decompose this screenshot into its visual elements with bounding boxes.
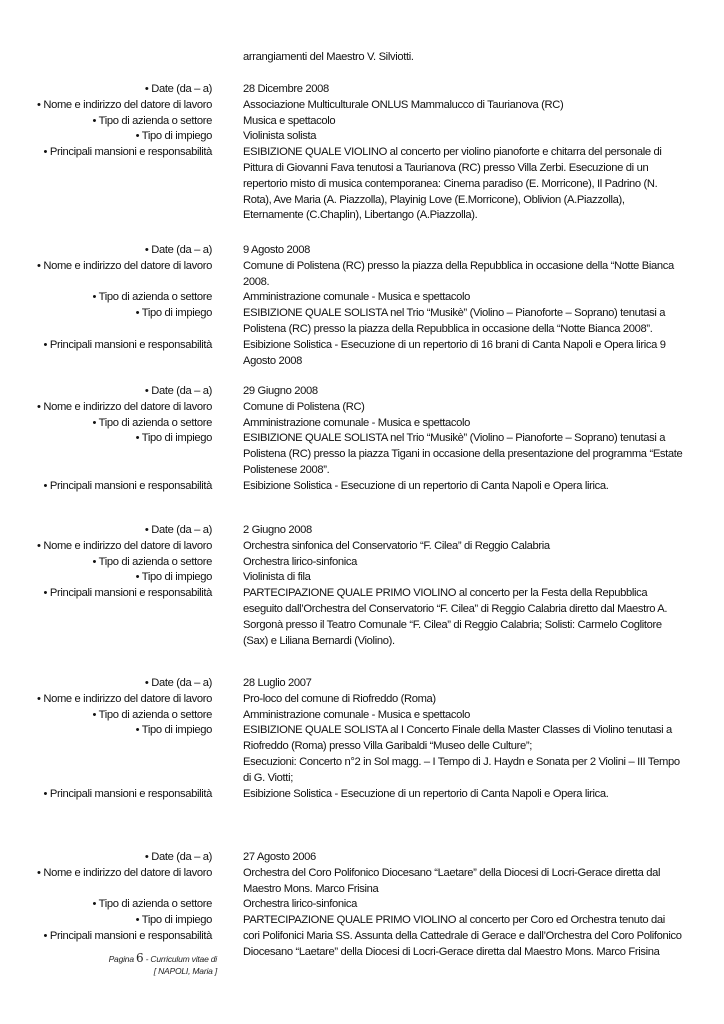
- sector-row: [0, 416, 724, 432]
- duties-value: Esibizione Solistica - Esecuzione di un repertorio di 16 brani di Canta Napoli e Opera lirica 9 Agosto 2008: [243, 338, 666, 367]
- date-row: [0, 676, 724, 692]
- sector-row: [0, 897, 724, 913]
- duties-label: • Principali mansioni e responsabilità: [43, 479, 212, 492]
- experience-entry: [0, 243, 724, 369]
- duties-row: [0, 145, 724, 224]
- experience-entry: [0, 384, 724, 495]
- date-value: 27 Agosto 2006: [243, 851, 316, 863]
- page-footer: [0, 952, 217, 977]
- duties-label: • Principali mansioni e responsabilità: [43, 929, 212, 942]
- employment-label: • Tipo di impiego: [135, 914, 212, 927]
- date-row: [0, 850, 724, 866]
- employer-value: Pro-loco del comune di Riofreddo (Roma): [243, 692, 436, 705]
- sector-value: Amministrazione comunale - Musica e spettacolo: [243, 416, 471, 429]
- date-row: [0, 523, 724, 539]
- sector-value: Orchestra lirico-sinfonica: [243, 555, 358, 568]
- sector-row: [0, 555, 724, 571]
- sector-row: [0, 290, 724, 306]
- sector-label: • Tipo di azienda o settore: [92, 898, 212, 911]
- date-label: • Date (da – a): [144, 524, 212, 536]
- duties-label: • Principali mansioni e responsabilità: [43, 787, 212, 800]
- duties-label: • Principali mansioni e responsabilità: [43, 587, 212, 600]
- employment-label: • Tipo di impiego: [135, 571, 212, 584]
- duties-label: • Principali mansioni e responsabilità: [43, 146, 212, 159]
- employment-label: • Tipo di impiego: [135, 724, 212, 737]
- employment-row: [0, 129, 724, 145]
- employer-value: Comune di Polistena (RC) presso la piazza della Repubblica in occasione della “Notte Bianca 2008.: [243, 259, 674, 288]
- employment-value: Violinista di fila: [243, 571, 311, 584]
- date-value: 9 Agosto 2008: [243, 244, 310, 256]
- employer-row: [0, 866, 724, 898]
- duties-value: Esibizione Solistica - Esecuzione di un repertorio di Canta Napoli e Opera lirica.: [243, 787, 609, 800]
- sector-label: • Tipo di azienda o settore: [92, 555, 212, 568]
- employment-value: ESIBIZIONE QUALE SOLISTA nel Trio “Musikè” (Violino – Pianoforte – Soprano) tenutasi a Polistena (RC) presso la piazza Tigani in occasione della presentazione del programma “Estate Polistenese 2008”.: [243, 432, 683, 476]
- duties-row: [0, 479, 724, 495]
- duties-row: [0, 338, 724, 370]
- sector-value: Amministrazione comunale - Musica e spettacolo: [243, 291, 471, 304]
- date-value: 28 Dicembre 2008: [243, 83, 329, 95]
- date-label: • Date (da – a): [144, 851, 212, 863]
- footer-name: [ NAPOLI, Maria ]: [153, 966, 217, 976]
- experience-entry: [0, 523, 724, 649]
- page-number: 6: [136, 951, 144, 965]
- employment-label: • Tipo di impiego: [135, 130, 212, 143]
- duties-value: ESIBIZIONE QUALE VIOLINO al concerto per violino pianoforte e chitarra del personale di Pittura di Giovanni Fava tenutosi a Taurianova (RC) presso Villa Zerbi. Esecuzione di un repertorio misto di musica contemporanea: Cinema paradiso (E. Morricone), Il Padrino (N. Rota), Ave Maria (A. Piazzolla), Playinig Love (E.Morricone), Oblivion (A.Piazzolla), Eternamente (C.Chaplin), Libertango (A.Piazzolla).: [243, 146, 662, 222]
- date-label: • Date (da – a): [144, 83, 212, 95]
- employment-row: [0, 306, 724, 338]
- employer-row: [0, 98, 724, 114]
- date-value: 29 Giugno 2008: [243, 385, 318, 397]
- sector-row: [0, 708, 724, 724]
- employment-value: Violinista solista: [243, 130, 317, 143]
- employment-row: [0, 723, 724, 786]
- sector-label: • Tipo di azienda o settore: [92, 291, 212, 304]
- employer-label: • Nome e indirizzo del datore di lavoro: [37, 98, 212, 111]
- employer-row: [0, 400, 724, 416]
- sector-value: Amministrazione comunale - Musica e spettacolo: [243, 708, 471, 721]
- employer-row: [0, 692, 724, 708]
- sector-label: • Tipo di azienda o settore: [92, 114, 212, 127]
- employer-label: • Nome e indirizzo del datore di lavoro: [37, 866, 212, 879]
- employer-label: • Nome e indirizzo del datore di lavoro: [37, 259, 212, 272]
- sector-value: Musica e spettacolo: [243, 114, 336, 127]
- employer-value: Orchestra del Coro Polifonico Diocesano “Laetare” della Diocesi di Locri-Gerace diretta dal Maestro Mons. Marco Frisina: [243, 866, 661, 895]
- employment-value: [243, 723, 683, 786]
- date-value: 28 Luglio 2007: [243, 677, 312, 689]
- employer-row: [0, 259, 724, 291]
- sector-label: • Tipo di azienda o settore: [92, 416, 212, 429]
- employment-row: [0, 570, 724, 586]
- employment-value-line: Esecuzioni: Concerto n°2 in Sol magg. – I Tempo di J. Haydn e Sonata per 2 Violini – III Tempo di G. Viotti;: [243, 755, 680, 784]
- duties-row: [0, 787, 724, 803]
- duties-value: Esibizione Solistica - Esecuzione di un repertorio di Canta Napoli e Opera lirica.: [243, 479, 609, 492]
- date-label: • Date (da – a): [144, 385, 212, 397]
- employer-label: • Nome e indirizzo del datore di lavoro: [37, 539, 212, 552]
- employment-row: [0, 431, 724, 478]
- date-label: • Date (da – a): [144, 244, 212, 256]
- sector-label: • Tipo di azienda o settore: [92, 708, 212, 721]
- experience-entry: [0, 850, 724, 961]
- date-label: • Date (da – a): [144, 677, 212, 689]
- sector-row: [0, 114, 724, 130]
- footer-prefix: Pagina: [108, 954, 137, 964]
- employer-label: • Nome e indirizzo del datore di lavoro: [37, 400, 212, 413]
- employer-value: Associazione Multiculturale ONLUS Mammalucco di Taurianova (RC): [243, 98, 564, 111]
- employment-value-line: ESIBIZIONE QUALE SOLISTA al I Concerto Finale della Master Classes di Violino tenutasi a Riofreddo (Roma) presso Villa Garibaldi “Museo delle Culture”;: [243, 724, 672, 753]
- employer-row: [0, 539, 724, 555]
- continued-text: arrangiamenti del Maestro V. Silviotti.: [243, 51, 414, 63]
- experience-entry: [0, 676, 724, 802]
- duties-value: PARTECIPAZIONE QUALE PRIMO VIOLINO al concerto per la Festa della Repubblica eseguito dall’Orchestra del Conservatorio “F. Cilea” di Reggio Calabria diretto dal Maestro A. Sorgonà presso il Teatro Comunale “F. Cilea” di Reggio Calabria; Solisti: Carmelo Coglitore (Sax) e Liliana Bernardi (Violino).: [243, 587, 668, 647]
- experience-entry: [0, 82, 724, 224]
- duties-label: • Principali mansioni e responsabilità: [43, 338, 212, 351]
- date-row: [0, 243, 724, 259]
- footer-line-1: [0, 952, 217, 965]
- employment-value: PARTECIPAZIONE QUALE PRIMO VIOLINO al concerto per Coro ed Orchestra tenuto dai cori Polifonici Maria SS. Assunta della Cattedrale di Gerace e dall’Orchestra del Coro Polifonico Diocesano “Laetare” della Diocesi di Locri-Gerace diretta dal Maestro Mons. Marco Frisina: [243, 914, 682, 958]
- sector-value: Orchestra lirico-sinfonica: [243, 898, 358, 911]
- date-row: [0, 82, 724, 98]
- date-value: 2 Giugno 2008: [243, 524, 312, 536]
- employer-label: • Nome e indirizzo del datore di lavoro: [37, 692, 212, 705]
- employment-label: • Tipo di impiego: [135, 307, 212, 320]
- date-row: [0, 384, 724, 400]
- employer-value: Orchestra sinfonica del Conservatorio “F. Cilea” di Reggio Calabria: [243, 539, 550, 552]
- employment-value: ESIBIZIONE QUALE SOLISTA nel Trio “Musikè” (Violino – Pianoforte – Soprano) tenutasi a Polistena (RC) presso la piazza della Repubblica in occasione della “Notte Bianca 2008”.: [243, 307, 666, 335]
- footer-suffix: - Curriculum vitae di: [143, 954, 217, 964]
- employment-label: • Tipo di impiego: [135, 432, 212, 445]
- employer-value: Comune di Polistena (RC): [243, 400, 365, 413]
- duties-row: [0, 586, 724, 649]
